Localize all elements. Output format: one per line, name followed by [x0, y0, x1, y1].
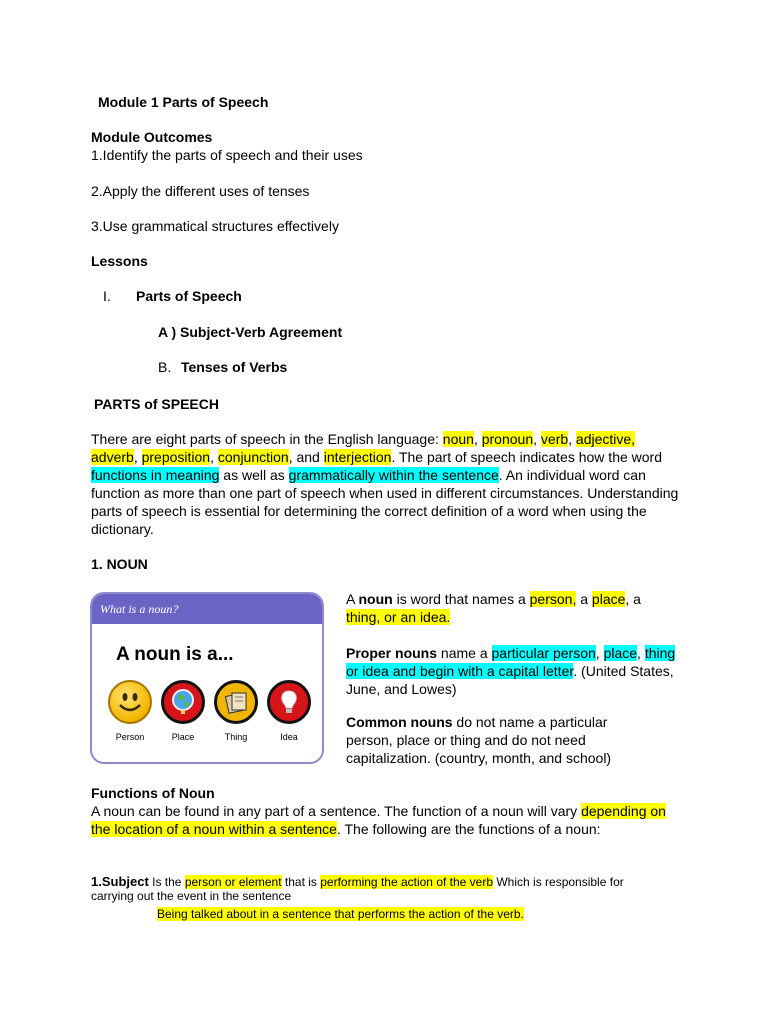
text: A: [346, 591, 359, 607]
text: a: [576, 591, 592, 607]
text: Which is responsible for carrying out the event in the sentence: [91, 875, 624, 903]
highlight-place: place: [591, 591, 626, 607]
lesson-subject-verb: A ) Subject-Verb Agreement: [158, 324, 343, 340]
common-nouns-label: Common nouns: [346, 714, 453, 730]
highlight-adverb: adverb: [91, 449, 134, 465]
highlight-grammatically: grammatically within the sentence: [288, 467, 499, 483]
text: A noun can be found in any part of a sentence. The function of a noun will vary: [91, 803, 582, 819]
common-nouns: [346, 713, 656, 767]
functions-heading: Functions of Noun: [91, 785, 215, 801]
icon-label: Thing: [224, 732, 248, 742]
highlight-adjective: adjective,: [575, 431, 636, 447]
highlight-performing: performing the action of the verb: [320, 875, 494, 889]
globe-icon: [161, 680, 205, 724]
person-item: [108, 680, 152, 742]
highlight-capital-letter: thing or idea and begin with a capital letter: [346, 645, 676, 679]
highlight-verb: verb: [540, 431, 569, 447]
text: Is the: [148, 875, 185, 889]
documents-icon: [214, 680, 258, 724]
text: . The following are the functions of a noun:: [336, 821, 601, 837]
thing-item: [214, 680, 258, 742]
noun-term: noun: [358, 591, 393, 607]
subject-paragraph: [91, 875, 651, 903]
intro-text: as well as: [219, 467, 289, 483]
noun-heading: 1. NOUN: [91, 556, 148, 572]
highlight-noun: noun: [442, 431, 474, 447]
proper-nouns-label: Proper nouns: [346, 645, 438, 661]
text: name a: [437, 645, 492, 661]
subject-note: [157, 907, 524, 921]
highlight-interjection: interjection: [323, 449, 392, 465]
lesson-tenses: Tenses of Verbs: [181, 359, 288, 375]
lessons-heading: Lessons: [91, 253, 148, 269]
text: , a: [625, 591, 641, 607]
icon-label: Person: [115, 732, 145, 742]
highlight-preposition: preposition: [141, 449, 211, 465]
separator: ,: [533, 431, 541, 447]
illustration-header: What is a noun?: [92, 594, 322, 624]
intro-text: . An individual word can function as more than one part of speech when used in different circumstances. Understanding parts of speech is essential for determining the correct definition of a word when using the dictionary.: [91, 467, 679, 537]
highlight-particular-person: particular person: [491, 645, 596, 661]
subject-label: 1.Subject: [91, 874, 149, 889]
highlight-functions: functions in meaning: [91, 467, 220, 483]
separator: ,: [568, 431, 576, 447]
highlight-location: depending on the location of a noun within a sentence: [91, 803, 666, 837]
intro-text: . The part of speech indicates how the word: [391, 449, 663, 465]
noun-definition: [346, 590, 676, 626]
icon-label: Place: [171, 732, 195, 742]
highlight-conjunction: conjunction: [217, 449, 289, 465]
outcome-item: 1.Identify the parts of speech and their uses: [91, 147, 363, 163]
text: is word that names a: [392, 591, 530, 607]
highlight-place: place: [603, 645, 638, 661]
separator: ,: [210, 449, 218, 465]
lesson-parts-of-speech: Parts of Speech: [136, 288, 242, 304]
text: ,: [595, 645, 604, 661]
proper-nouns: [346, 644, 676, 698]
parts-heading: PARTS of SPEECH: [94, 396, 219, 412]
separator: , and: [288, 449, 324, 465]
idea-item: [267, 680, 311, 742]
highlight-thing: thing, or an idea.: [346, 609, 451, 625]
lesson-letter: B.: [158, 359, 172, 375]
intro-paragraph: [91, 430, 681, 538]
text: that is: [281, 875, 321, 889]
intro-text: There are eight parts of speech in the English language:: [91, 431, 443, 447]
text: . (United States, June, and Lowes): [346, 663, 674, 697]
smiley-face-icon: [108, 680, 152, 724]
highlight-person-element: person or element: [184, 875, 282, 889]
separator: ,: [473, 431, 482, 447]
illustration-title: A noun is a...: [116, 644, 234, 665]
outcome-item: 3.Use grammatical structures effectively: [91, 218, 339, 234]
highlight-being-talked: Being talked about in a sentence that performs the action of the verb.: [157, 907, 524, 921]
outcomes-heading: Module Outcomes: [91, 129, 213, 145]
functions-paragraph: [91, 802, 679, 838]
noun-illustration: [90, 592, 324, 764]
text: do not name a particular person, place or thing and do not need capitalization. (country, month, and school): [346, 714, 612, 766]
text: ,: [637, 645, 645, 661]
place-item: [161, 680, 205, 742]
separator: ,: [133, 449, 142, 465]
icon-label: Idea: [280, 732, 298, 742]
module-title: Module 1 Parts of Speech: [98, 94, 269, 110]
highlight-pronoun: pronoun: [481, 431, 534, 447]
highlight-person: person,: [529, 591, 577, 607]
outcome-item: 2.Apply the different uses of tenses: [91, 183, 310, 199]
lesson-number: I.: [103, 288, 111, 304]
lightbulb-icon: [267, 680, 311, 724]
